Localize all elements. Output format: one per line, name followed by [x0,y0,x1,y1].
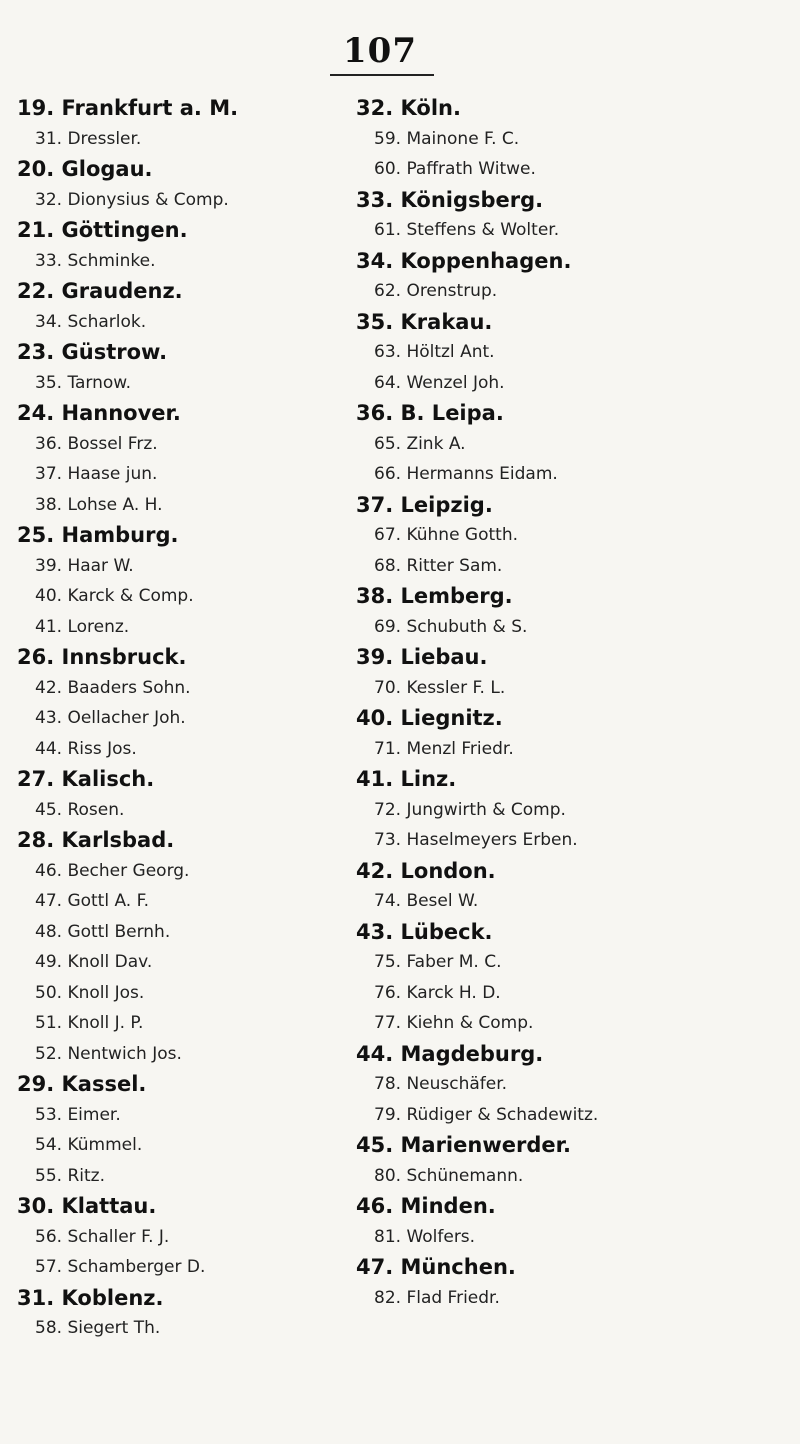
city-heading: 46. Minden. [356,1194,496,1218]
dealer-entry: 66. Hermanns Eidam. [374,464,558,484]
dealer-entry: 63. Höltzl Ant. [374,342,495,362]
dealer-entry: 60. Paffrath Witwe. [374,159,536,179]
header-rule [330,74,434,76]
dealer-entry: 71. Menzl Friedr. [374,738,514,759]
city-heading: 40. Liegnitz. [356,706,503,730]
dealer-entry: 33. Schminke. [35,250,156,271]
dealer-entry: 78. Neuschäfer. [374,1074,508,1094]
dealer-entry: 46. Becher Georg. [35,860,190,881]
city-heading: 30. Klattau. [17,1194,157,1218]
city-heading: 27. Kalisch. [17,767,155,791]
dealer-entry: 72. Jungwirth & Comp. [374,799,566,820]
dealer-entry: 35. Tarnow. [35,372,132,393]
dealer-entry: 37. Haase jun. [35,464,158,484]
dealer-entry: 64. Wenzel Joh. [374,372,505,393]
city-heading: 29. Kassel. [17,1072,147,1096]
dealer-entry: 47. Gottl A. F. [35,891,150,911]
left-column [17,93,357,1344]
city-heading: 20. Glogau. [17,157,153,181]
dealer-entry: 77. Kiehn & Comp. [374,1013,534,1033]
dealer-entry: 79. Rüdiger & Schadewitz. [374,1104,599,1125]
dealer-entry: 39. Haar W. [35,555,134,576]
dealer-entry: 58. Siegert Th. [35,1318,161,1338]
city-heading: 22. Graudenz. [17,279,183,303]
dealer-entry: 65. Zink A. [374,433,466,454]
dealer-entry: 45. Rosen. [35,799,125,820]
dealer-entry: 42. Baaders Sohn. [35,677,191,698]
dealer-entry: 81. Wolfers. [374,1226,476,1247]
city-heading: 26. Innsbruck. [17,645,187,669]
page-number: 107 [343,31,417,71]
dealer-entry: 38. Lohse A. H. [35,494,163,515]
dealer-entry: 48. Gottl Bernh. [35,921,171,942]
dealer-entry: 69. Schubuth & S. [374,616,528,637]
city-heading: 47. München. [356,1255,516,1279]
city-heading: 19. Frankfurt a. M. [17,96,239,120]
city-heading: 38. Lemberg. [356,584,513,608]
city-heading: 25. Hamburg. [17,523,179,547]
dealer-entry: 56. Schaller F. J. [35,1226,170,1247]
dealer-entry: 55. Ritz. [35,1165,105,1186]
right-column [356,93,796,1313]
city-heading: 34. Koppenhagen. [356,248,572,273]
dealer-entry: 50. Knoll Jos. [35,982,145,1003]
city-heading: 32. Köln. [356,96,461,120]
city-heading: 24. Hannover. [17,401,181,425]
dealer-entry: 62. Orenstrup. [374,281,498,301]
city-heading: 44. Magdeburg. [356,1041,544,1066]
city-heading: 45. Marienwerder. [356,1133,571,1157]
dealer-entry: 70. Kessler F. L. [374,677,506,698]
city-heading: 42. London. [356,858,496,883]
dealer-entry: 32. Dionysius & Comp. [35,189,229,210]
dealer-entry: 53. Eimer. [35,1104,121,1125]
dealer-entry: 49. Knoll Dav. [35,952,153,972]
dealer-entry: 41. Lorenz. [35,616,130,637]
dealer-entry: 34. Scharlok. [35,311,147,332]
city-heading: 28. Karlsbad. [17,828,175,852]
dealer-entry: 51. Knoll J. P. [35,1013,144,1033]
dealer-entry: 43. Oellacher Joh. [35,708,186,728]
city-heading: 43. Lübeck. [356,919,493,944]
city-heading: 37. Leipzig. [356,492,493,517]
city-heading: 33. Königsberg. [356,187,544,212]
dealer-entry: 76. Karck H. D. [374,982,501,1003]
dealer-entry: 52. Nentwich Jos. [35,1043,182,1064]
city-heading: 35. Krakau. [356,309,493,334]
dealer-entry: 74. Besel W. [374,891,479,911]
city-heading: 41. Linz. [356,767,457,791]
dealer-entry: 75. Faber M. C. [374,952,502,972]
city-heading: 31. Koblenz. [17,1285,164,1310]
dealer-entry: 73. Haselmeyers Erben. [374,830,578,850]
dealer-entry: 61. Steffens & Wolter. [374,220,560,240]
dealer-entry: 67. Kühne Gotth. [374,525,519,545]
dealer-entry: 40. Karck & Comp. [35,586,194,606]
city-heading: 23. Güstrow. [17,340,168,364]
dealer-entry: 80. Schünemann. [374,1165,524,1186]
dealer-entry: 57. Schamberger D. [35,1257,206,1277]
city-heading: 39. Liebau. [356,645,488,669]
city-heading: 21. Göttingen. [17,218,188,242]
city-heading: 36. B. Leipa. [356,401,504,425]
dealer-entry: 54. Kümmel. [35,1135,143,1155]
dealer-entry: 68. Ritter Sam. [374,555,503,576]
dealer-entry: 31. Dressler. [35,128,142,149]
dealer-entry: 44. Riss Jos. [35,738,137,759]
dealer-entry: 82. Flad Friedr. [374,1287,500,1308]
dealer-entry: 59. Mainone F. C. [374,128,520,149]
dealer-entry: 36. Bossel Frz. [35,433,158,454]
